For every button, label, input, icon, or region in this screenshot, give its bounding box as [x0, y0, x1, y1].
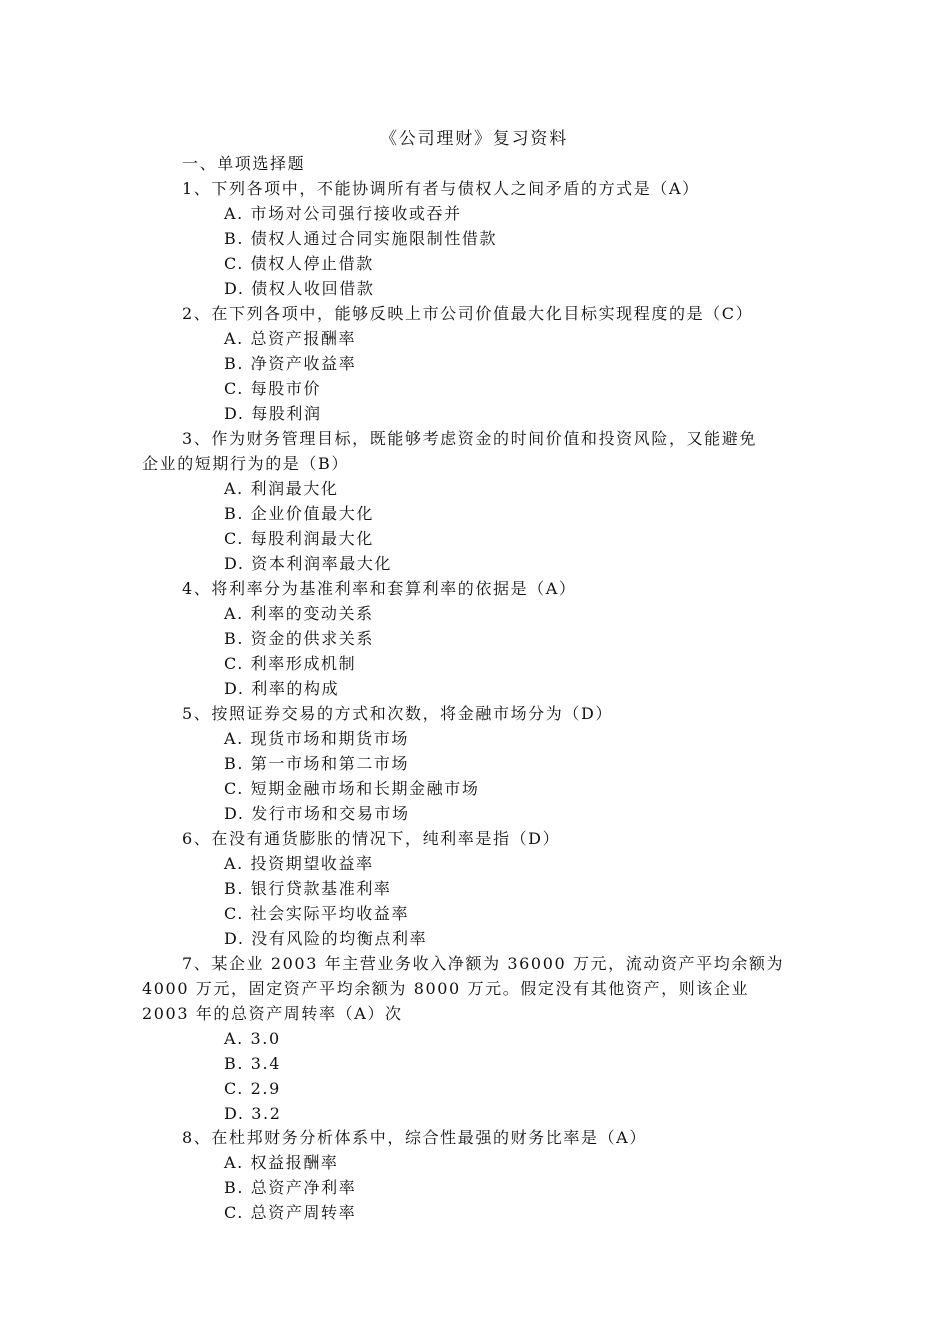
question-7-text-cont-2: 2003 年的总资产周转率（A）次 — [142, 1004, 403, 1023]
question-2-option-c: C. 每股市价 — [224, 379, 322, 398]
question-4-option-b: B. 资金的供求关系 — [224, 629, 374, 648]
question-4-option-d: D. 利率的构成 — [224, 679, 340, 698]
section-heading: 一、单项选择题 — [182, 154, 306, 173]
question-3-option-c: C. 每股利润最大化 — [224, 529, 374, 548]
question-8-text: 8、在杜邦财务分析体系中，综合性最强的财务比率是（A） — [182, 1128, 647, 1147]
question-6-option-a: A. 投资期望收益率 — [224, 854, 374, 873]
question-4-text: 4、将利率分为基准利率和套算利率的依据是（A） — [182, 579, 577, 598]
question-7-option-a: A. 3.0 — [224, 1029, 281, 1048]
question-8-option-c: C. 总资产周转率 — [224, 1203, 357, 1222]
question-3-option-a: A. 利润最大化 — [224, 479, 339, 498]
question-7-text: 7、某企业 2003 年主营业务收入净额为 36000 万元，流动资产平均余额为 — [182, 954, 785, 973]
question-1-option-c: C. 债权人停止借款 — [224, 254, 374, 273]
question-8-option-b: B. 总资产净利率 — [224, 1178, 357, 1197]
question-1-option-d: D. 债权人收回借款 — [224, 279, 375, 298]
question-4-option-a: A. 利率的变动关系 — [224, 604, 374, 623]
question-6-option-c: C. 社会实际平均收益率 — [224, 904, 410, 923]
question-7-option-b: B. 3.4 — [224, 1054, 281, 1073]
question-2-option-b: B. 净资产收益率 — [224, 354, 357, 373]
question-3-text: 3、作为财务管理目标，既能够考虑资金的时间价值和投资风险，又能避免 — [182, 429, 757, 448]
question-1-text: 1、下列各项中，不能协调所有者与债权人之间矛盾的方式是（A） — [182, 179, 700, 198]
question-4-option-c: C. 利率形成机制 — [224, 654, 357, 673]
question-6-text: 6、在没有通货膨胀的情况下，纯利率是指（D） — [182, 829, 561, 848]
question-7-option-c: C. 2.9 — [224, 1079, 281, 1098]
question-5-option-c: C. 短期金融市场和长期金融市场 — [224, 779, 480, 798]
question-7-option-d: D. 3.2 — [224, 1104, 282, 1123]
question-6-option-b: B. 银行贷款基准利率 — [224, 879, 392, 898]
question-5-option-d: D. 发行市场和交易市场 — [224, 804, 410, 823]
question-8-option-a: A. 权益报酬率 — [224, 1153, 339, 1172]
question-7-text-cont-1: 4000 万元，固定资产平均余额为 8000 万元。假定没有其他资产，则该企业 — [142, 979, 750, 998]
question-3-option-b: B. 企业价值最大化 — [224, 504, 374, 523]
question-2-text: 2、在下列各项中，能够反映上市公司价值最大化目标实现程度的是（C） — [182, 304, 754, 323]
question-1-option-a: A. 市场对公司强行接收或吞并 — [224, 204, 462, 223]
document-title: 《公司理财》复习资料 — [380, 129, 568, 149]
question-6-option-d: D. 没有风险的均衡点利率 — [224, 929, 428, 948]
question-3-option-d: D. 资本利润率最大化 — [224, 554, 393, 573]
question-5-option-b: B. 第一市场和第二市场 — [224, 754, 410, 773]
question-2-option-a: A. 总资产报酬率 — [224, 329, 357, 348]
question-5-text: 5、按照证券交易的方式和次数，将金融市场分为（D） — [182, 704, 614, 723]
question-1-option-b: B. 债权人通过合同实施限制性借款 — [224, 229, 498, 248]
question-5-option-a: A. 现货市场和期货市场 — [224, 729, 409, 748]
question-2-option-d: D. 每股利润 — [224, 404, 322, 423]
question-3-text-cont: 企业的短期行为的是（B） — [142, 454, 349, 473]
